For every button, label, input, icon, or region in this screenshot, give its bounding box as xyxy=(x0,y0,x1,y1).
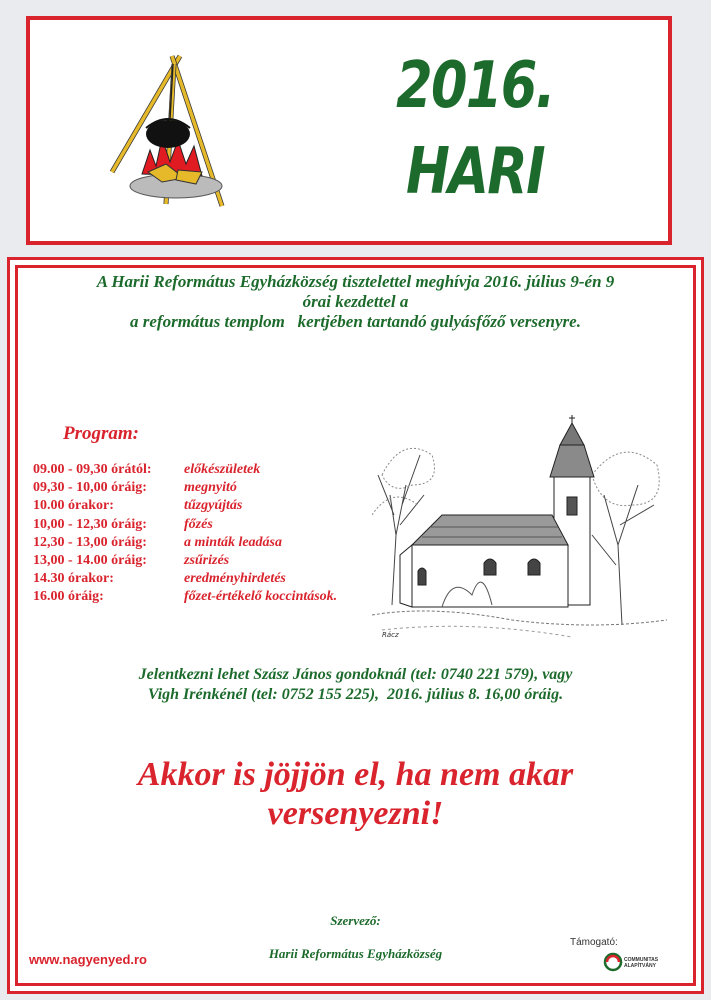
invitation-line-1: A Harii Református Egyházközség tisztelettel meghívja 2016. július 9-én 9 xyxy=(96,272,615,291)
program-activity: előkészületek xyxy=(184,462,261,477)
sponsor-label: Támogató: xyxy=(570,937,618,948)
svg-text:COMMUNITAS: COMMUNITAS xyxy=(624,957,659,963)
svg-text:ALAPÍTVÁNY: ALAPÍTVÁNY xyxy=(624,963,656,969)
program-time: 10,00 - 12,30 óráig: xyxy=(33,516,147,532)
program-row xyxy=(33,497,337,515)
cauldron-fire-illustration xyxy=(106,54,226,214)
program-activity: főzés xyxy=(184,516,213,532)
program-activity: tűzgyújtás xyxy=(184,498,243,514)
program-time: 12,30 - 13,00 óráig: xyxy=(33,534,147,550)
program-time: 09.00 - 09,30 órától: xyxy=(33,462,152,477)
contact-text xyxy=(20,665,691,705)
contact-line-1: Jelentkezni lehet Szász János gondoknál (tel: 0740 221 579), vagy xyxy=(138,666,573,683)
program-time: 13,00 - 14.00 óráig: xyxy=(33,552,147,568)
organizer-label: Szervező: xyxy=(330,913,381,928)
program-row xyxy=(33,570,337,588)
program-time: 14.30 órakor: xyxy=(33,571,114,587)
program-activity: zsűrizés xyxy=(184,552,230,568)
organizer-name: Harii Református Egyházközség xyxy=(268,946,443,961)
sponsor-logo xyxy=(603,950,665,974)
poster-year: 2016. xyxy=(396,49,554,123)
slogan-line-2: versenyezni! xyxy=(267,795,444,832)
program-activity: főzet-értékelő koccintások. xyxy=(184,589,338,605)
program-row xyxy=(33,461,337,479)
program-row xyxy=(33,588,337,606)
church-sketch-illustration xyxy=(372,415,667,645)
program-title: Program: xyxy=(63,423,139,444)
program-time: 10.00 órakor: xyxy=(33,498,114,514)
svg-text:Rácz: Rácz xyxy=(382,631,399,639)
program-activity: a minták leadása xyxy=(184,534,283,550)
invitation-line-3: a református templom kertjében tartandó gulyásfőző versenyre. xyxy=(130,312,581,331)
program-time: 09,30 - 10,00 óráig: xyxy=(33,480,147,496)
program-activity: megnyitó xyxy=(184,480,237,496)
program-row xyxy=(33,534,337,552)
invitation-line-2: órai kezdettel a xyxy=(302,292,409,311)
program-activity: eredményhirdetés xyxy=(184,571,286,587)
invitation-text xyxy=(20,272,691,332)
poster-place: HARI xyxy=(406,135,544,209)
program-row xyxy=(33,479,337,497)
program-row xyxy=(33,516,337,534)
contact-line-2: Vigh Irénkénél (tel: 0752 155 225), 2016. július 8. 16,00 óráig. xyxy=(147,686,564,703)
website-link[interactable]: www.nagyenyed.ro xyxy=(29,952,147,967)
slogan-line-1: Akkor is jöjjön el, ha nem akar xyxy=(137,756,574,793)
slogan-text xyxy=(20,755,691,833)
program-row xyxy=(33,552,337,570)
program-time: 16.00 óráig: xyxy=(33,589,104,605)
program-list xyxy=(33,461,337,607)
